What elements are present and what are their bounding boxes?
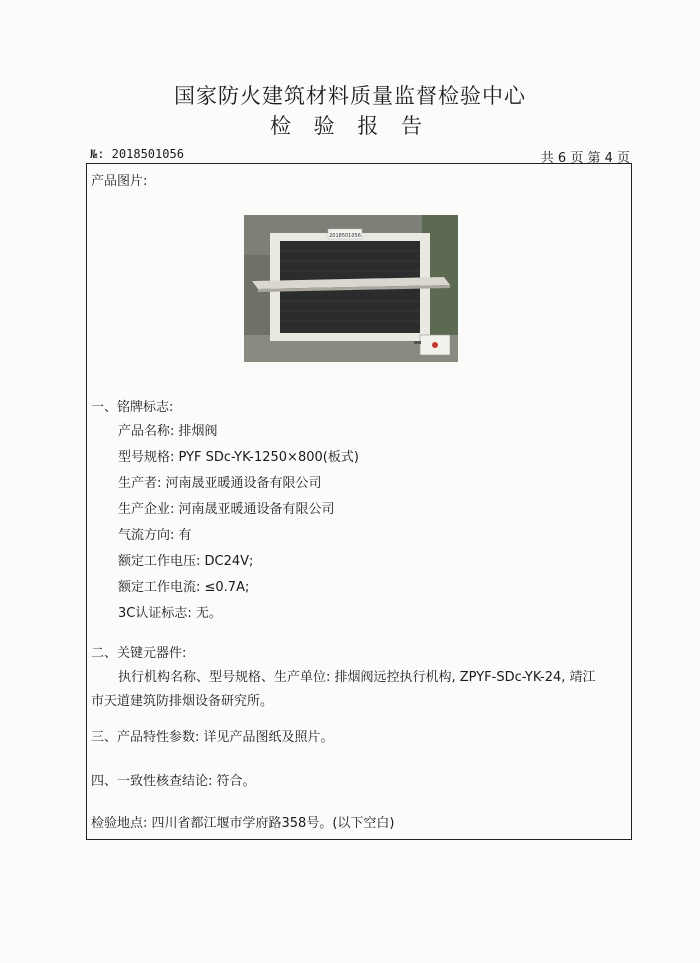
characteristics-section: 三、产品特性参数: 详见产品图纸及照片。 [91, 730, 334, 745]
report-number: №: 2018501056 [90, 147, 184, 161]
components-line: 市天道建筑防排烟设备研究所。 [91, 694, 274, 709]
photo-label: 产品图片: [91, 174, 148, 189]
nameplate-item: 生产企业: 河南晟亚暖通设备有限公司 [118, 502, 335, 517]
document-title: 检 验 报 告 [269, 114, 431, 138]
nameplate-heading: 一、铭牌标志: [91, 400, 174, 415]
nameplate-item: 产品名称: 排烟阀 [118, 424, 218, 439]
organization-title: 国家防火建筑材料质量监督检验中心 [174, 84, 526, 108]
components-heading: 二、关键元器件: [91, 646, 187, 661]
photo-tag: 2018501056 [329, 233, 361, 239]
inspection-location: 检验地点: 四川省都江堰市学府路358号。(以下空白) [91, 816, 395, 831]
components-line: 执行机构名称、型号规格、生产单位: 排烟阀远控执行机构, ZPYF-SDc-YK-24, 靖江 [118, 670, 596, 685]
nameplate-item: 额定工作电流: ≤0.7A; [118, 580, 250, 595]
nameplate-item: 型号规格: PYF SDc-YK-1250×800(板式) [118, 450, 359, 465]
nameplate-item: 气流方向: 有 [118, 528, 192, 543]
nameplate-item: 3C认证标志: 无。 [118, 606, 222, 621]
nameplate-item: 生产者: 河南晟亚暖通设备有限公司 [118, 476, 322, 491]
product-photo [244, 215, 458, 362]
conformity-section: 四、一致性核查结论: 符合。 [91, 774, 256, 789]
nameplate-item: 额定工作电压: DC24V; [118, 554, 254, 569]
page-indicator: 共 6 页 第 4 页 [540, 151, 630, 166]
